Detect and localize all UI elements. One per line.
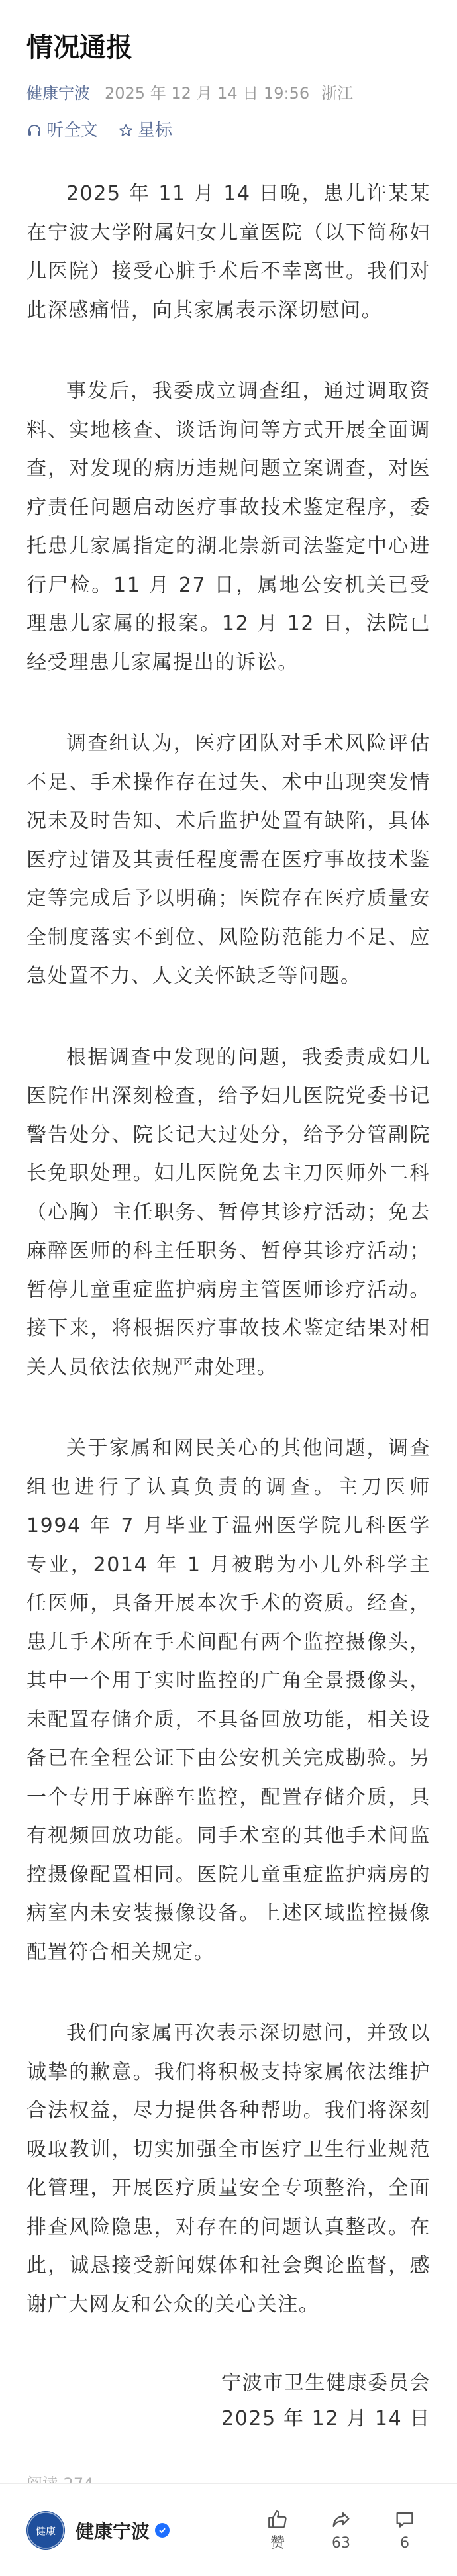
headphones-icon [26,123,42,138]
article-title: 情况通报 [26,32,132,63]
bottom-account[interactable] [76,2517,170,2544]
bottom-account-name: 健康宁波 [76,2520,150,2542]
article-body [0,142,457,2438]
paragraph-4: 根据调查中发现的问题，我委责成妇儿医院作出深刻检查，给予妇儿医院党委书记警告处分、院长记大过处分，给予分管副院长免职处理。妇儿医院免去主刀医师外二科（心胸）主任职务、暂停其诊疗活动；免去麻醉医师的科主任职务、暂停其诊疗活动；暂停儿童重症监护病房主管医师诊疗活动。接下来，将根据医疗事故技术鉴定结果对相关人员依法依规严肃处理。 [26,1045,431,1379]
signature-org: 宁波市卫生健康委员会 [221,2371,431,2395]
listen-button[interactable] [26,119,98,142]
publish-location: 浙江 [321,84,354,103]
publish-datetime: 2025 年 12 月 14 日 19:56 [105,84,310,103]
bottom-actions [240,2508,431,2552]
comment-button[interactable] [379,2508,431,2552]
listen-label: 听全文 [46,121,99,140]
paragraph-1: 2025 年 11 月 14 日晚，患儿许某某在宁波大学附属妇女儿童医院（以下简称妇儿医院）接受心脏手术后不幸离世。我们对此深感痛惜，向其家属表示深切慰问。 [26,182,431,322]
share-icon [330,2508,352,2531]
share-button[interactable] [315,2508,367,2552]
account-name-link[interactable]: 健康宁波 [26,84,90,103]
avatar-text: 健康 [35,2524,56,2537]
verified-icon [155,2523,170,2538]
star-button[interactable] [118,119,172,142]
like-label: 赞 [270,2534,285,2551]
paragraph-5: 关于家属和网民关心的其他问题，调查组也进行了认真负责的调查。主刀医师 1994 年 7 月毕业于温州医学院儿科医学专业，2014 年 1 月被聘为小儿外科学主任医师，具备开展本次手术的资质。经查，患儿手术所在手术间配有两个监控摄像头，其中一个用于实时监控的广角全景摄像头，未配置存储介质，不具备回放功能，相关设备已在全程公证下由公安机关完成勘验。另一个专用于麻醉车监控，配置存储介质，具有视频回放功能。同手术室的其他手术间监控摄像配置相同。医院儿童重症监护病房的病室内未安装摄像设备。上述区域监控摄像配置符合相关规定。 [26,1437,431,1964]
bottom-bar [0,2483,457,2576]
comment-count: 6 [400,2534,409,2551]
paragraph-6: 我们向家属再次表示深切慰问，并致以诚挚的歉意。我们将积极支持家属依法维护合法权益，尽力提供各种帮助。我们将深刻吸取教训，切实加强全市医疗卫生行业规范化管理，开展医疗质量安全专项整治，全面排查风险隐患，对存在的问题认真整改。在此，诚恳接受新闻媒体和社会舆论监督，感谢广大网友和公众的关心关注。 [26,2022,431,2316]
article-meta [0,66,457,105]
paragraph-3: 调查组认为，医疗团队对手术风险评估不足、手术操作存在过失、术中出现突发情况未及时告知、术后监护处置有缺陷，具体医疗过错及其责任程度需在医疗事故技术鉴定等完成后予以明确；医院存在医疗质量安全制度落实不到位、风险防范能力不足、应急处置不力、人文关怀缺乏等问题。 [26,732,431,988]
like-button[interactable] [252,2508,303,2552]
signature-date: 2025 年 12 月 14 日 [221,2407,431,2430]
avatar[interactable] [26,2511,65,2550]
thumbs-up-icon [266,2508,289,2531]
star-icon [118,123,134,138]
star-label: 星标 [138,121,173,140]
article-actions [0,105,457,142]
avatar-logo-icon [26,2511,65,2550]
comment-icon [393,2508,416,2531]
paragraph-2: 事发后，我委成立调查组，通过调取资料、实地核查、谈话询问等方式开展全面调查，对发现的病历违规问题立案调查，对医疗责任问题启动医疗事故技术鉴定程序，委托患儿家属指定的湖北崇新司法鉴定中心进行尸检。11 月 27 日，属地公安机关已受理患儿家属的报案。12 月 12 日，法院已经受理患儿家属提出的诉讼。 [26,380,431,674]
share-count: 63 [332,2534,350,2551]
